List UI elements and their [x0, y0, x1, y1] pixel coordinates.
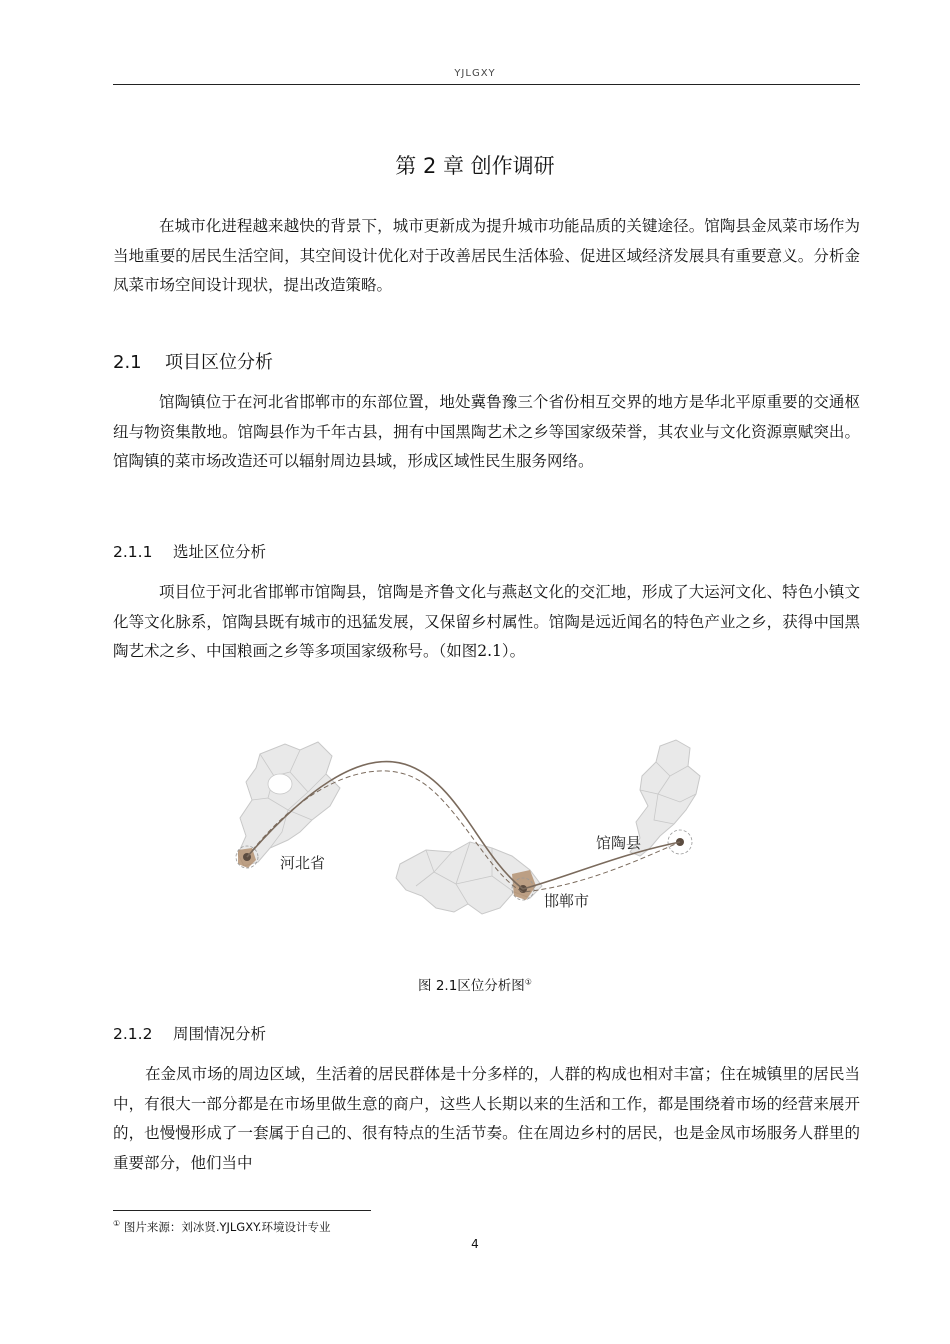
subsection-title: 周围情况分析 — [173, 1025, 267, 1043]
hebei-map-shape — [238, 742, 340, 866]
running-header: YJLGXY — [454, 68, 496, 79]
footnote-rule — [113, 1210, 371, 1211]
intro-paragraph: 在城市化进程越来越快的背景下，城市更新成为提升城市功能品质的关键途径。馆陶县金凤菜市场作为当地重要的居民生活空间，其空间设计优化对于改善居民生活体验、促进区域经济发展具有重要意义。分析金凤菜市场空间设计现状，提出改造策略。 — [113, 217, 860, 294]
section-number: 2.1 — [113, 352, 142, 373]
subsection-heading-2-1-1 — [113, 540, 266, 562]
header-rule — [113, 84, 860, 85]
subsection-title: 选址区位分析 — [173, 543, 267, 561]
figure-footnote-mark: ① — [524, 977, 532, 987]
section-2-1-2-paragraph: 在金凤市场的周边区域，生活着的居民群体是十分多样的，人群的构成也相对丰富；住在城镇里的居民当中，有很大一部分都是在市场里做生意的商户，这些人长期以来的生活和工作，都是围绕着市场的经营来展开的，也慢慢形成了一套属于自己的、很有特点的生活节奏。住在周边乡村的居民，也是金凤市场服务人群里的重要部分，他们当中 — [113, 1065, 860, 1172]
subsection-heading-2-1-2 — [113, 1022, 266, 1044]
page-number: 4 — [471, 1237, 479, 1251]
section-heading-2-1 — [113, 348, 273, 374]
label-guantao: 馆陶县 — [596, 834, 642, 852]
label-handan: 邯郸市 — [544, 892, 590, 910]
subsection-number: 2.1.2 — [113, 1025, 153, 1043]
section-title: 项目区位分析 — [165, 352, 273, 373]
footnote-text: 图片来源：刘冰贤.YJLGXY.环境设计专业 — [120, 1220, 331, 1234]
section-2-1-1-paragraph: 项目位于河北省邯郸市馆陶县，馆陶是齐鲁文化与燕赵文化的交汇地，形成了大运河文化、特色小镇文化等文化脉系，馆陶县既有城市的迅猛发展，又保留乡村属性。馆陶是远近闻名的特色产业之乡，获得中国黑陶艺术之乡、中国粮画之乡等多项国家级称号。（如图2.1）。 — [113, 583, 860, 660]
location-map — [230, 736, 710, 931]
location-map-figure — [230, 736, 710, 931]
chapter-title: 第 2 章 创作调研 — [395, 154, 555, 178]
footnote-mark: ① — [113, 1219, 121, 1229]
label-hebei: 河北省 — [280, 854, 326, 872]
section-2-1-paragraph: 馆陶镇位于在河北省邯郸市的东部位置，地处冀鲁豫三个省份相互交界的地方是华北平原重要的交通枢纽与物资集散地。馆陶县作为千年古县，拥有中国黑陶艺术之乡等国家级荣誉，其农业与文化资源禀赋突出。馆陶镇的菜市场改造还可以辐射周边县域，形成区域性民生服务网络。 — [113, 393, 860, 470]
footnote — [113, 1219, 330, 1235]
subsection-number: 2.1.1 — [113, 543, 153, 561]
figure-caption-text: 图 2.1区位分析图 — [418, 978, 525, 994]
figure-caption — [0, 974, 950, 994]
